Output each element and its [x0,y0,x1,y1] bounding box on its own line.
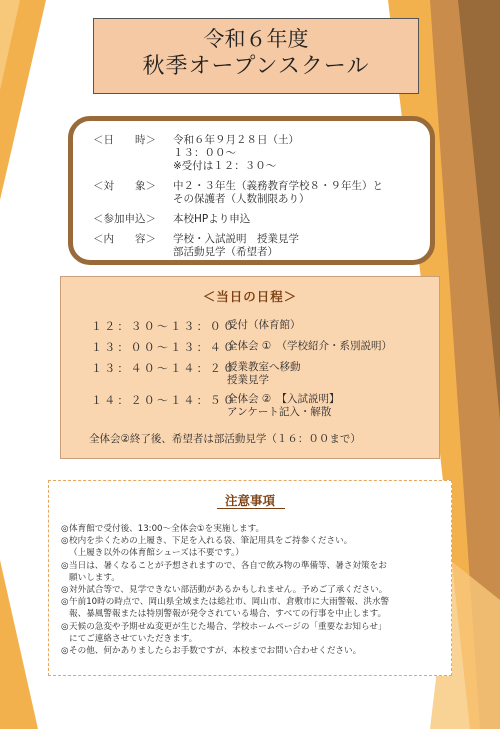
bullet-icon: ◎ [61,524,69,534]
info-value: 部活動見学（希望者） [173,246,278,258]
schedule-desc: 受付（体育館） [227,319,301,331]
schedule-title: ＜当日の日程＞ [202,289,298,304]
note-line: 校内を歩くための上履き、下足を入れる袋、筆記用具をご持参ください。 [69,536,353,547]
schedule-desc: 全体会 ② 【入試説明】 [227,393,340,405]
note-item [61,535,449,559]
info-key: ＜参加申込＞ [93,213,156,225]
note-line: （上履き以外の体育館シューズは不要です。） [69,548,244,559]
info-value: その保護者（人数制限あり） [173,193,310,205]
notes-box [48,480,452,676]
schedule-desc: アンケート記入・解散 [227,406,332,418]
title-box [93,18,419,94]
schedule-note: 全体会②終了後、希望者は部活動見学（１６：００まで） [89,433,361,445]
bullet-icon: ◎ [61,560,69,571]
note-line: その他、何かありましたらお手数ですが、本校までお問い合わせください。 [69,646,362,657]
bullet-icon: ◎ [61,597,69,608]
note-line: 体育館で受付後、13:00～全体会①を実施します。 [69,524,265,534]
note-item [61,560,449,584]
note-item [61,596,449,620]
note-line: 対外試合等で、見学できない部活動があるかもしれません。予めご了承ください。 [69,585,388,596]
schedule-box [60,276,440,459]
note-item [61,523,449,535]
event-info-box [68,116,435,265]
info-key: ＜日 時＞ [93,134,156,146]
notes-list [61,523,449,657]
note-line: 天候の急変や予期せぬ変更が生じた場合、学校ホームページの「重要なお知らせ」 [69,621,387,632]
schedule-time: １４：２０～１４：５０ [91,394,237,407]
info-key: ＜内 容＞ [93,233,156,245]
note-item [61,584,449,596]
note-line: 願いします。 [69,572,120,583]
notes-title: 注意事項 [224,493,275,508]
info-value: ※受付は１２：３０～ [173,160,277,172]
note-line: にてご連絡させていただきます。 [69,633,198,644]
info-value: １３：００～ [173,147,236,159]
info-key: ＜対 象＞ [93,180,156,192]
title-line-2: 秋季オープンスクール [142,54,370,79]
schedule-desc: 授業教室へ移動 [227,361,301,373]
stripe-bottom-left [0,560,38,729]
schedule-time: １２：３０～１３：００ [91,320,237,333]
bullet-icon: ◎ [61,585,69,596]
note-line: 午前10時の時点で、岡山県全域または総社市、岡山市、倉敷市に大雨警報、洪水警 [69,597,390,608]
title-line-1: 令和６年度 [203,27,309,51]
note-line: 当日は、暑くなることが予想されますので、各自で飲み物の準備等、暑さ対策をお [69,560,387,571]
note-line: 報、暴風警報または特別警報が発令されている場合、すべての行事を中止します。 [69,609,387,620]
info-value: 本校HPより申込 [173,213,251,225]
schedule-time: １３：００～１３：４０ [91,341,237,354]
bullet-icon: ◎ [61,621,69,632]
info-value: 中２・３年生（義務教育学校８・９年生）と [173,180,383,192]
note-item [61,621,449,645]
schedule-desc: 授業見学 [227,374,269,386]
note-item [61,645,449,657]
schedule-time: １３：４０～１４：２０ [91,362,237,375]
notes-title-underline [217,508,285,509]
info-value: 学校・入試説明 授業見学 [173,233,299,245]
bullet-icon: ◎ [61,646,69,657]
info-value: 令和６年９月２８日（土） [173,134,299,146]
bullet-icon: ◎ [61,536,69,547]
schedule-desc: 全体会 ① （学校紹介・系別説明） [227,340,393,352]
